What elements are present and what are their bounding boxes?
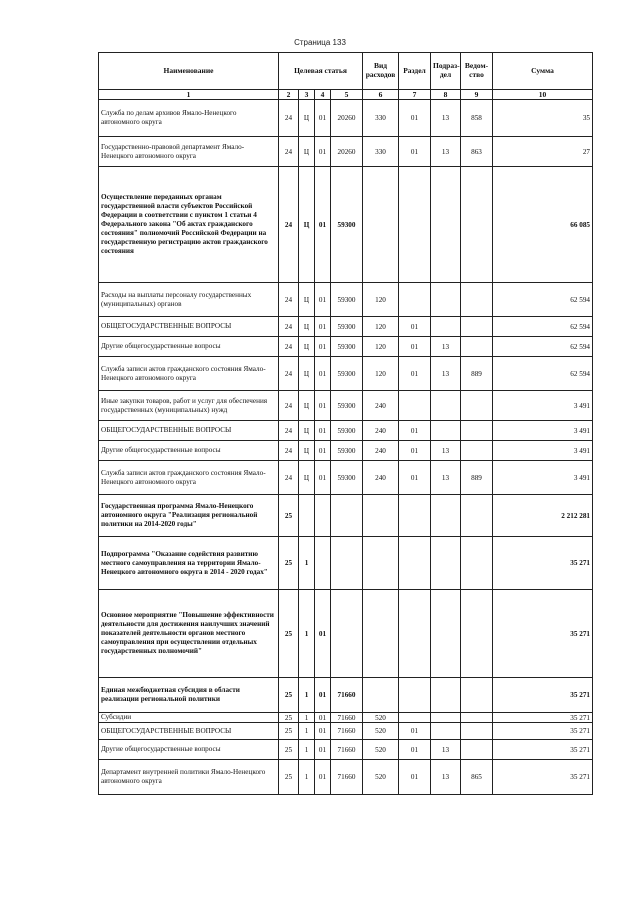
table-cell-department: 889: [461, 357, 493, 391]
table-cell-target-activity: 01: [315, 441, 331, 461]
table-cell-target-activity: 01: [315, 391, 331, 421]
table-cell-sum: 3 491: [493, 391, 593, 421]
table-cell-section: [399, 537, 431, 590]
col-header-subsection: Подраз-дел: [431, 53, 461, 90]
column-number: 4: [315, 90, 331, 100]
table-cell-target-program: 24: [279, 461, 299, 495]
table-cell-target-subprogram: 1: [299, 740, 315, 760]
table-cell-target-direction: 59300: [331, 461, 363, 495]
table-cell-sum: 3 491: [493, 421, 593, 441]
table-cell-expense-type: 240: [363, 391, 399, 421]
table-cell-section: 01: [399, 421, 431, 441]
table-cell-target-activity: 01: [315, 723, 331, 740]
table-cell-target-direction: 71660: [331, 723, 363, 740]
table-cell-target-activity: 01: [315, 461, 331, 495]
table-cell-subsection: [431, 283, 461, 317]
table-row: [99, 495, 593, 537]
table-cell-target-program: 24: [279, 357, 299, 391]
table-cell-target-activity: 01: [315, 100, 331, 137]
table-cell-target-subprogram: Ц: [299, 391, 315, 421]
table-cell-section: 01: [399, 317, 431, 337]
table-row: [99, 740, 593, 760]
table-cell-target-program: 25: [279, 495, 299, 537]
table-cell-subsection: [431, 495, 461, 537]
table-cell-target-direction: 20260: [331, 137, 363, 167]
table-cell-sum: 27: [493, 137, 593, 167]
table-cell-target-direction: 59300: [331, 337, 363, 357]
table-cell-subsection: [431, 317, 461, 337]
table-cell-department: 889: [461, 461, 493, 495]
table-cell-section: [399, 590, 431, 678]
table-cell-subsection: 13: [431, 740, 461, 760]
table-cell-department: [461, 391, 493, 421]
table-cell-expense-type: 240: [363, 441, 399, 461]
table-row: [99, 317, 593, 337]
table-cell-expense-type: 520: [363, 723, 399, 740]
table-cell-target-direction: 20260: [331, 100, 363, 137]
table-cell-target-program: 25: [279, 760, 299, 795]
table-cell-target-subprogram: Ц: [299, 461, 315, 495]
table-cell-target-program: 25: [279, 723, 299, 740]
table-cell-department: [461, 678, 493, 713]
table-cell-expense-type: 120: [363, 337, 399, 357]
col-header-section: Раздел: [399, 53, 431, 90]
table-cell-target-program: 25: [279, 740, 299, 760]
table-cell-target-program: 24: [279, 317, 299, 337]
table-cell-subsection: [431, 678, 461, 713]
table-cell-target-activity: 01: [315, 421, 331, 441]
page-number-header: Страница 133: [294, 38, 346, 47]
col-header-sum: Сумма: [493, 53, 593, 90]
table-cell-target-program: 24: [279, 137, 299, 167]
table-cell-name: Другие общегосударственные вопросы: [99, 740, 279, 760]
table-cell-target-activity: 01: [315, 590, 331, 678]
table-cell-section: 01: [399, 740, 431, 760]
table-cell-subsection: [431, 391, 461, 421]
table-cell-name: Государственная программа Ямало-Ненецкого автономного округа "Реализация региональной политики на 2014-2020 годы": [99, 495, 279, 537]
table-cell-target-direction: [331, 590, 363, 678]
table-cell-sum: 35 271: [493, 723, 593, 740]
column-number: 8: [431, 90, 461, 100]
table-row: [99, 590, 593, 678]
table-cell-section: 01: [399, 137, 431, 167]
column-number-row: [99, 90, 593, 100]
table-cell-name: ОБЩЕГОСУДАРСТВЕННЫЕ ВОПРОСЫ: [99, 723, 279, 740]
table-cell-target-subprogram: Ц: [299, 317, 315, 337]
table-cell-name: Основное мероприятие "Повышение эффективности деятельности для достижения наилучших значений показателей деятельности органов местного самоуправления при осуществлении отдельных государственных полномочий": [99, 590, 279, 678]
table-cell-sum: 2 212 281: [493, 495, 593, 537]
table-cell-target-activity: 01: [315, 357, 331, 391]
table-cell-expense-type: 330: [363, 137, 399, 167]
table-cell-subsection: 13: [431, 137, 461, 167]
table-row: [99, 760, 593, 795]
table-cell-target-program: 25: [279, 713, 299, 723]
table-cell-expense-type: 120: [363, 283, 399, 317]
table-cell-section: [399, 283, 431, 317]
table-cell-target-program: 25: [279, 678, 299, 713]
table-cell-target-direction: 71660: [331, 740, 363, 760]
table-row: [99, 391, 593, 421]
table-cell-sum: 62 594: [493, 317, 593, 337]
table-cell-target-program: 24: [279, 167, 299, 283]
budget-table: [98, 52, 593, 795]
table-cell-name: Иные закупки товаров, работ и услуг для обеспечения государственных (муниципальных) нужд: [99, 391, 279, 421]
table-cell-target-activity: [315, 537, 331, 590]
table-cell-expense-type: [363, 537, 399, 590]
table-cell-target-direction: 59300: [331, 421, 363, 441]
table-cell-name: Служба записи актов гражданского состояния Ямало-Ненецкого автономного округа: [99, 357, 279, 391]
table-cell-department: [461, 590, 493, 678]
table-cell-target-program: 24: [279, 100, 299, 137]
table-cell-target-activity: 01: [315, 713, 331, 723]
table-cell-name: Единая межбюджетная субсидия в области реализации региональной политики: [99, 678, 279, 713]
table-cell-expense-type: 520: [363, 740, 399, 760]
table-cell-department: [461, 337, 493, 357]
table-cell-target-subprogram: 1: [299, 760, 315, 795]
table-cell-name: Другие общегосударственные вопросы: [99, 337, 279, 357]
table-cell-target-direction: 59300: [331, 167, 363, 283]
table-row: [99, 461, 593, 495]
table-cell-expense-type: [363, 678, 399, 713]
table-cell-section: 01: [399, 760, 431, 795]
table-cell-subsection: 13: [431, 441, 461, 461]
table-cell-section: [399, 713, 431, 723]
table-cell-subsection: [431, 590, 461, 678]
table-cell-target-activity: 01: [315, 337, 331, 357]
table-cell-department: [461, 713, 493, 723]
table-cell-target-direction: 59300: [331, 357, 363, 391]
table-cell-sum: 35: [493, 100, 593, 137]
table-row: [99, 537, 593, 590]
table-cell-subsection: 13: [431, 760, 461, 795]
column-number: 5: [331, 90, 363, 100]
table-cell-subsection: [431, 723, 461, 740]
table-cell-target-program: 24: [279, 337, 299, 357]
table-cell-department: [461, 441, 493, 461]
table-cell-target-subprogram: 1: [299, 713, 315, 723]
table-cell-target-activity: 01: [315, 137, 331, 167]
table-cell-target-direction: 59300: [331, 283, 363, 317]
table-cell-section: 01: [399, 461, 431, 495]
table-cell-name: ОБЩЕГОСУДАРСТВЕННЫЕ ВОПРОСЫ: [99, 317, 279, 337]
table-cell-sum: 3 491: [493, 461, 593, 495]
table-row: [99, 441, 593, 461]
column-number: 1: [99, 90, 279, 100]
table-cell-target-direction: 59300: [331, 441, 363, 461]
table-cell-section: 01: [399, 441, 431, 461]
table-cell-section: 01: [399, 723, 431, 740]
table-row: [99, 678, 593, 713]
column-number: 9: [461, 90, 493, 100]
table-cell-name: Осуществление переданных органам государственной власти субъектов Российской Федерации в соответствии с пунктом 1 статьи 4 Федерального закона "Об актах гражданского состояния" полномочий Российской Федерации на государственную регистрацию актов гражданского состояния: [99, 167, 279, 283]
table-cell-name: Служба по делам архивов Ямало-Ненецкого автономного округа: [99, 100, 279, 137]
col-header-name: Наименование: [99, 53, 279, 90]
table-cell-expense-type: 520: [363, 713, 399, 723]
table-cell-expense-type: 330: [363, 100, 399, 137]
table-cell-section: [399, 678, 431, 713]
table-cell-target-program: 24: [279, 283, 299, 317]
column-number: 6: [363, 90, 399, 100]
table-cell-name: Расходы на выплаты персоналу государственных (муниципальных) органов: [99, 283, 279, 317]
table-cell-subsection: [431, 537, 461, 590]
table-cell-sum: 35 271: [493, 537, 593, 590]
table-row: [99, 283, 593, 317]
table-cell-target-subprogram: Ц: [299, 137, 315, 167]
table-cell-target-activity: [315, 495, 331, 537]
table-row: [99, 723, 593, 740]
table-cell-section: 01: [399, 337, 431, 357]
table-cell-target-activity: 01: [315, 740, 331, 760]
column-number: 7: [399, 90, 431, 100]
col-header-target: Целевая статья: [279, 53, 363, 90]
table-row: [99, 713, 593, 723]
table-cell-name: Департамент внутренней политики Ямало-Ненецкого автономного округа: [99, 760, 279, 795]
table-cell-expense-type: [363, 495, 399, 537]
table-cell-sum: 62 594: [493, 357, 593, 391]
table-cell-target-activity: 01: [315, 167, 331, 283]
table-row: [99, 421, 593, 441]
table-cell-department: [461, 723, 493, 740]
table-cell-target-subprogram: Ц: [299, 100, 315, 137]
table-cell-name: Подпрограмма "Оказание содействия развитию местного самоуправления на территории Ямало-Ненецкого автономного округа в 2014 - 2020 годах": [99, 537, 279, 590]
column-number: 3: [299, 90, 315, 100]
column-number: 10: [493, 90, 593, 100]
col-header-department: Ведом-ство: [461, 53, 493, 90]
table-cell-department: 865: [461, 760, 493, 795]
table-cell-department: [461, 317, 493, 337]
table-cell-target-subprogram: Ц: [299, 337, 315, 357]
table-cell-expense-type: [363, 590, 399, 678]
table-cell-subsection: 13: [431, 337, 461, 357]
table-cell-target-subprogram: Ц: [299, 283, 315, 317]
table-cell-target-subprogram: 1: [299, 537, 315, 590]
table-cell-subsection: 13: [431, 357, 461, 391]
table-header-row: [99, 53, 593, 90]
table-cell-department: [461, 283, 493, 317]
table-cell-sum: 3 491: [493, 441, 593, 461]
table-cell-target-program: 24: [279, 421, 299, 441]
table-cell-sum: 35 271: [493, 740, 593, 760]
table-cell-department: 863: [461, 137, 493, 167]
column-number: 2: [279, 90, 299, 100]
table-cell-target-subprogram: Ц: [299, 441, 315, 461]
table-row: [99, 337, 593, 357]
table-cell-sum: 35 271: [493, 760, 593, 795]
table-cell-name: ОБЩЕГОСУДАРСТВЕННЫЕ ВОПРОСЫ: [99, 421, 279, 441]
table-cell-subsection: 13: [431, 100, 461, 137]
table-cell-subsection: [431, 713, 461, 723]
table-cell-target-direction: 71660: [331, 678, 363, 713]
table-cell-target-subprogram: 1: [299, 678, 315, 713]
table-cell-target-program: 25: [279, 537, 299, 590]
table-cell-department: [461, 740, 493, 760]
table-row: [99, 137, 593, 167]
table-cell-subsection: 13: [431, 461, 461, 495]
table-cell-section: 01: [399, 357, 431, 391]
table-cell-sum: 66 085: [493, 167, 593, 283]
table-cell-sum: 35 271: [493, 590, 593, 678]
table-cell-department: 858: [461, 100, 493, 137]
table-cell-name: Служба записи актов гражданского состояния Ямало-Ненецкого автономного округа: [99, 461, 279, 495]
table-cell-expense-type: 120: [363, 317, 399, 337]
table-row: [99, 167, 593, 283]
table-cell-department: [461, 421, 493, 441]
table-cell-sum: 35 271: [493, 678, 593, 713]
table-cell-target-subprogram: [299, 495, 315, 537]
table-cell-subsection: [431, 167, 461, 283]
table-cell-target-program: 24: [279, 391, 299, 421]
table-cell-expense-type: 240: [363, 421, 399, 441]
table-cell-target-activity: 01: [315, 317, 331, 337]
table-cell-department: [461, 167, 493, 283]
table-cell-target-subprogram: Ц: [299, 167, 315, 283]
table-cell-sum: 62 594: [493, 337, 593, 357]
table-cell-target-direction: 71660: [331, 760, 363, 795]
table-cell-target-activity: 01: [315, 283, 331, 317]
table-cell-target-program: 25: [279, 590, 299, 678]
table-cell-subsection: [431, 421, 461, 441]
table-cell-section: [399, 167, 431, 283]
table-cell-name: Субсидии: [99, 713, 279, 723]
table-cell-section: [399, 391, 431, 421]
table-cell-target-subprogram: 1: [299, 590, 315, 678]
table-cell-target-activity: 01: [315, 760, 331, 795]
table-cell-expense-type: 520: [363, 760, 399, 795]
table-cell-target-activity: 01: [315, 678, 331, 713]
table-cell-target-subprogram: Ц: [299, 357, 315, 391]
table-cell-department: [461, 495, 493, 537]
table-row: [99, 100, 593, 137]
table-cell-expense-type: 240: [363, 461, 399, 495]
table-cell-expense-type: [363, 167, 399, 283]
table-cell-target-direction: 59300: [331, 391, 363, 421]
table-cell-target-subprogram: Ц: [299, 421, 315, 441]
table-cell-target-program: 24: [279, 441, 299, 461]
table-cell-target-direction: 71660: [331, 713, 363, 723]
table-cell-target-direction: 59300: [331, 317, 363, 337]
table-cell-section: 01: [399, 100, 431, 137]
table-cell-name: Другие общегосударственные вопросы: [99, 441, 279, 461]
table-cell-expense-type: 120: [363, 357, 399, 391]
table-cell-name: Государственно-правовой департамент Ямало-Ненецкого автономного округа: [99, 137, 279, 167]
table-cell-sum: 62 594: [493, 283, 593, 317]
table-cell-target-subprogram: 1: [299, 723, 315, 740]
table-cell-sum: 35 271: [493, 713, 593, 723]
table-row: [99, 357, 593, 391]
table-cell-section: [399, 495, 431, 537]
table-cell-target-direction: [331, 537, 363, 590]
table-cell-target-direction: [331, 495, 363, 537]
col-header-expense-type: Вид расходов: [363, 53, 399, 90]
table-cell-department: [461, 537, 493, 590]
